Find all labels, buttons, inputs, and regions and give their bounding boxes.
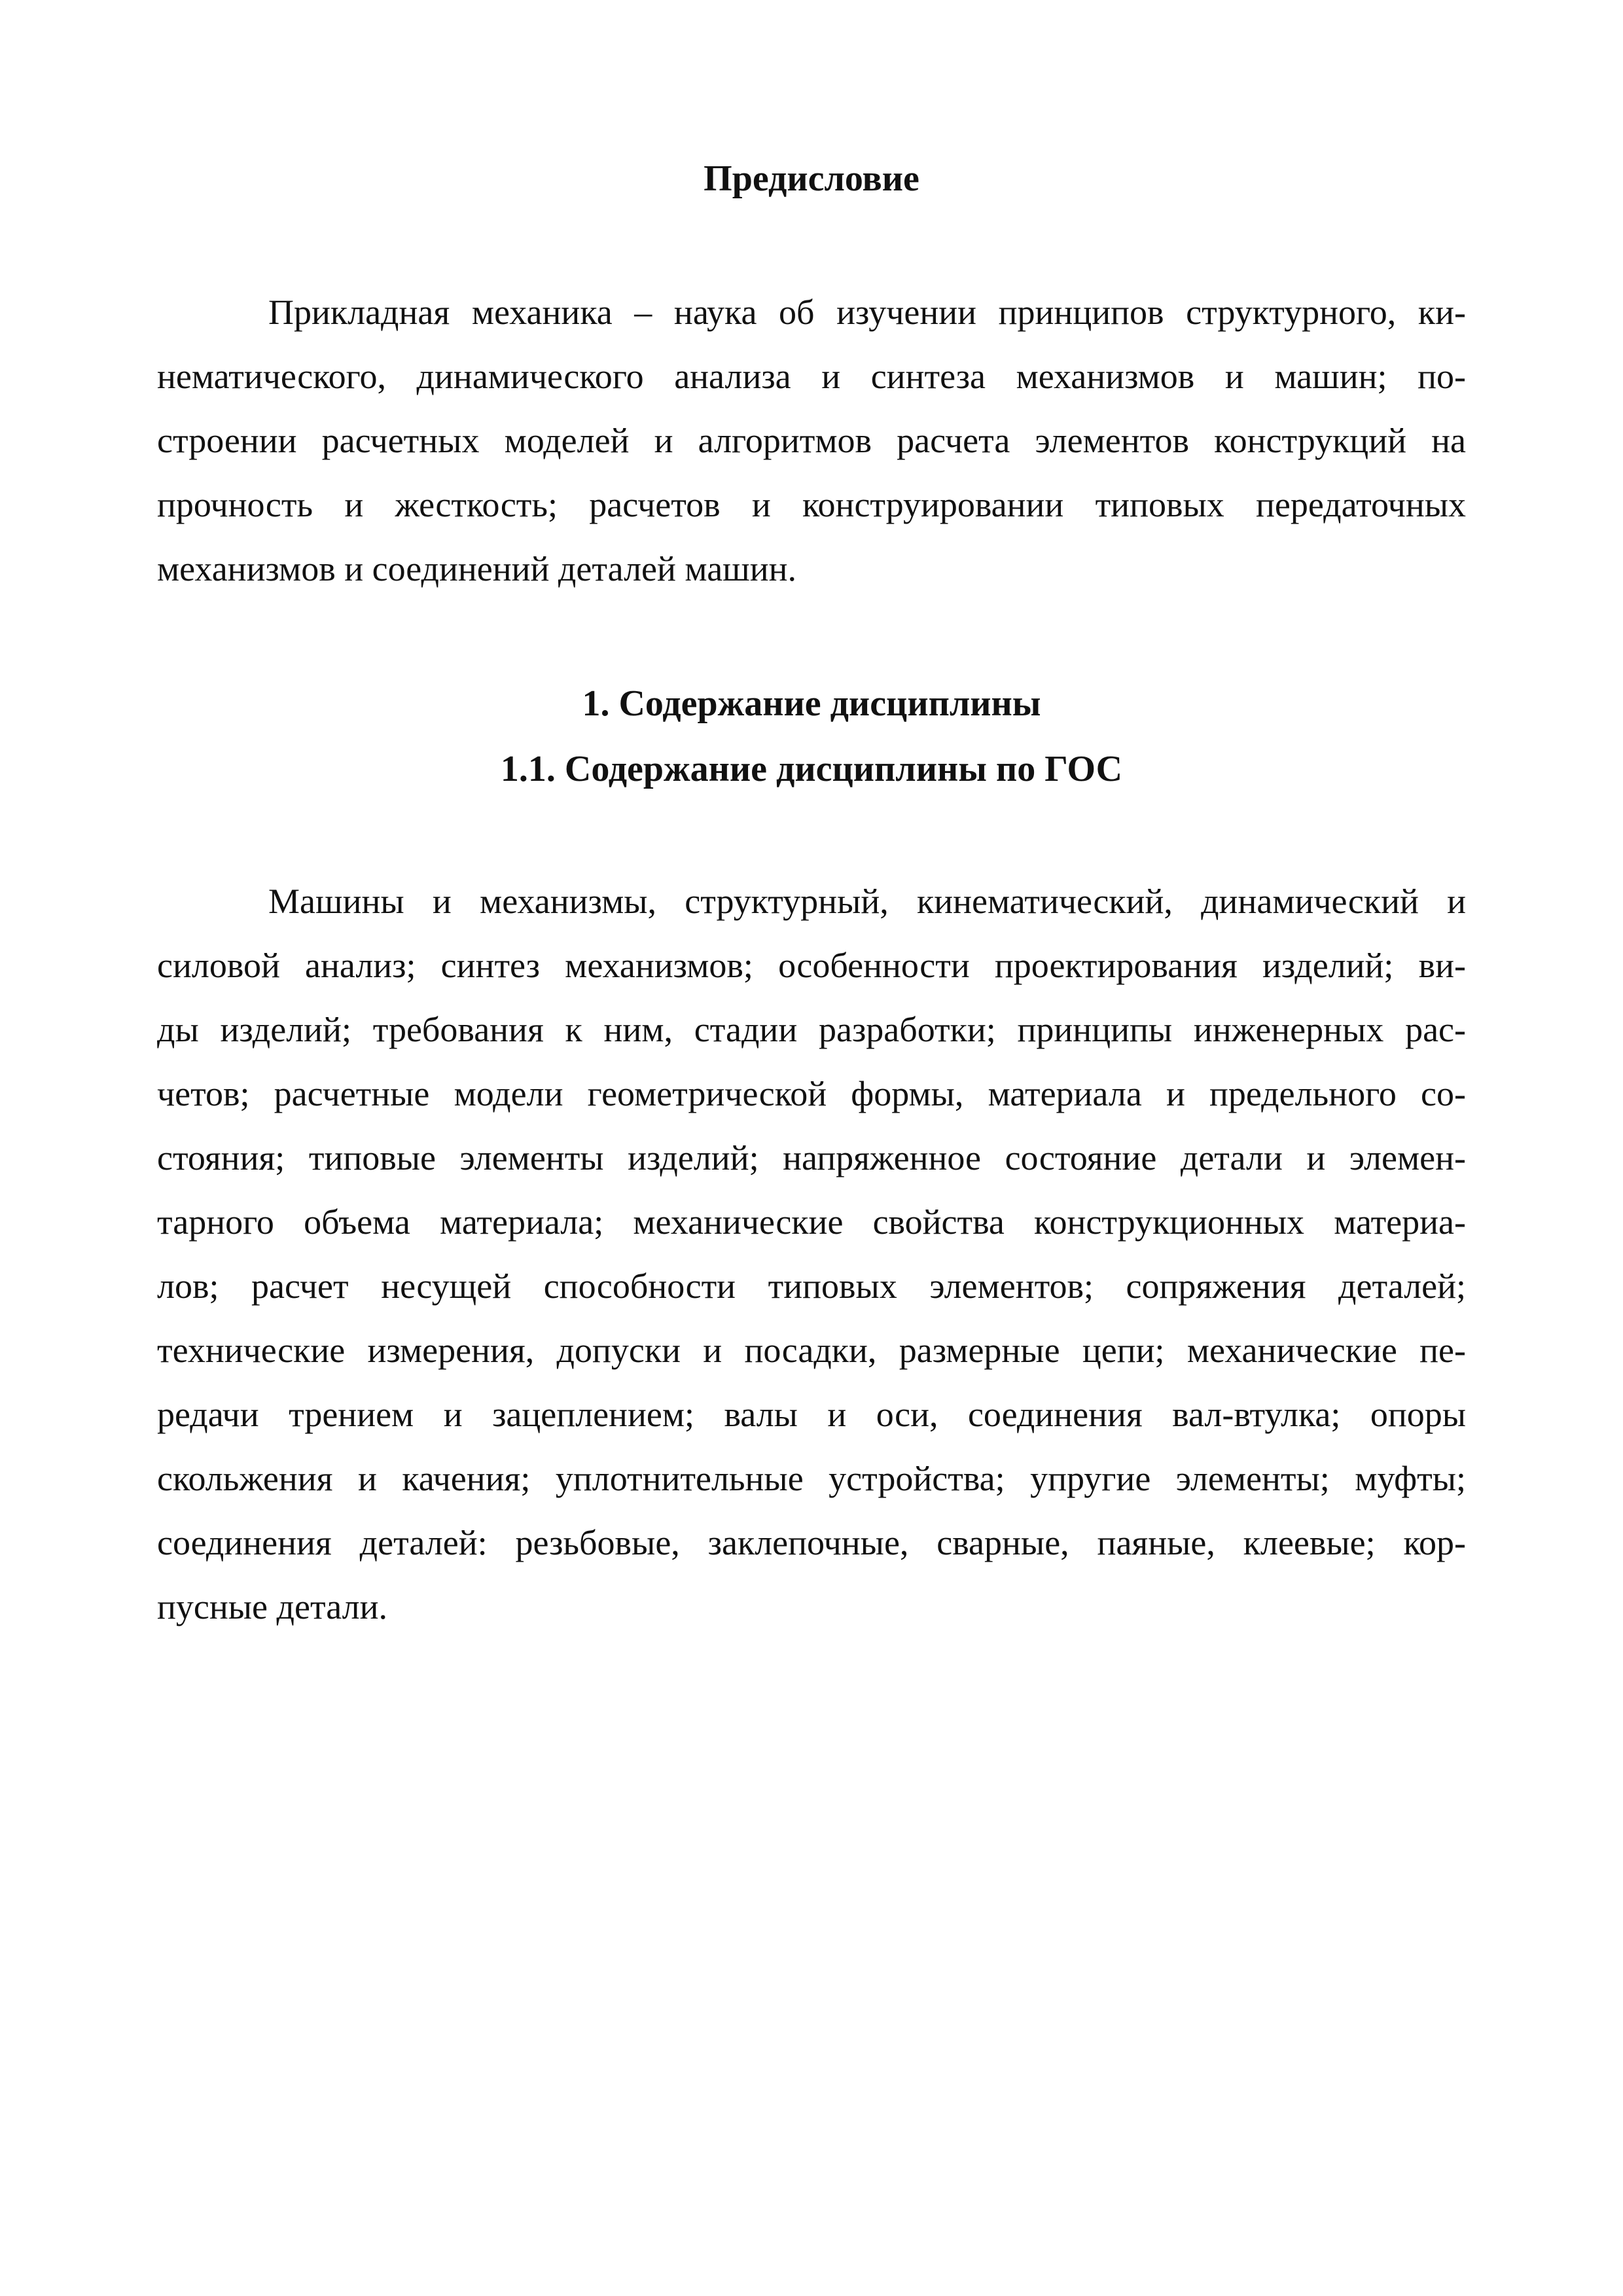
preface-line: прочность и жесткость; расчетов и конструировании типовых передаточных: [157, 485, 1466, 524]
section-line: редачи трением и зацеплением; валы и оси, соединения вал-втулка; опоры: [157, 1395, 1466, 1434]
preface-title: Предисловие: [704, 158, 919, 199]
section-line: силовой анализ; синтез механизмов; особенности проектирования изделий; ви-: [157, 946, 1466, 985]
section-line: ды изделий; требования к ним, стадии разработки; принципы инженерных рас-: [157, 1010, 1466, 1049]
section-subtitle: 1.1. Содержание дисциплины по ГОС: [500, 749, 1123, 789]
section-line: пусные детали.: [157, 1587, 388, 1626]
section-title: 1. Содержание дисциплины: [582, 683, 1041, 724]
preface-line: нематического, динамического анализа и синтеза механизмов и машин; по-: [157, 357, 1466, 396]
preface-paragraph: [157, 280, 1466, 601]
preface-line: механизмов и соединений деталей машин.: [157, 549, 797, 588]
preface-line: Прикладная механика – наука об изучении принципов структурного, ки-: [268, 293, 1466, 332]
section-line: соединения деталей: резьбовые, заклепочные, сварные, паяные, клеевые; кор-: [157, 1523, 1466, 1562]
section-line: технические измерения, допуски и посадки, размерные цепи; механические пе-: [157, 1331, 1466, 1370]
section-paragraph: [157, 869, 1466, 1639]
section-line: Машины и механизмы, структурный, кинематический, динамический и: [268, 882, 1466, 921]
section-line: тарного объема материала; механические свойства конструкционных материа-: [157, 1202, 1466, 1242]
section-line: скольжения и качения; уплотнительные устройства; упругие элементы; муфты;: [157, 1459, 1466, 1498]
section-line: стояния; типовые элементы изделий; напряженное состояние детали и элемен-: [157, 1138, 1466, 1177]
section-line: четов; расчетные модели геометрической формы, материала и предельного со-: [157, 1074, 1466, 1113]
section-line: лов; расчет несущей способности типовых элементов; сопряжения деталей;: [157, 1266, 1466, 1306]
preface-line: строении расчетных моделей и алгоритмов расчета элементов конструкций на: [157, 421, 1466, 460]
